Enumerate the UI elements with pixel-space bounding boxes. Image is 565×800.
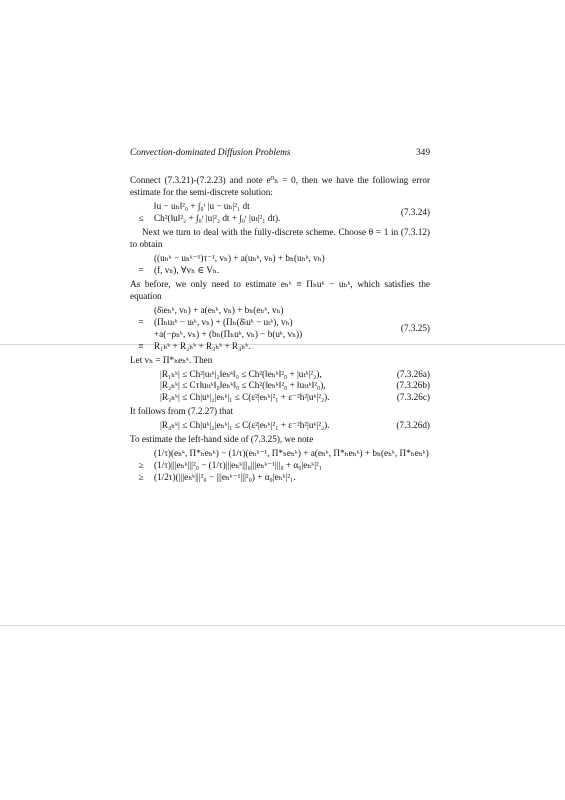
relation-symbol: ≡ <box>138 340 144 351</box>
equation-number: (7.3.26a) <box>396 368 430 379</box>
equation-number: (7.3.25) <box>400 322 430 333</box>
equation-7-3-25 <box>130 305 430 353</box>
relation-symbol: ≥ <box>138 472 144 483</box>
relation-symbol: = <box>138 316 144 327</box>
equation-line: ((uₕᵏ − uₕᵏ⁻¹)τ⁻¹, vₕ) + a(uₕᵏ, vₕ) + bₕ(uₕᵏ, vₕ) <box>154 252 325 263</box>
estimate-row <box>130 420 430 432</box>
equation-line: (1/2τ)(|||eₕᵏ|||²₀ − |||eₕᵏ⁻¹|||²₀) + α₀|eₕᵏ|²₁. <box>154 472 296 483</box>
equation-line: R₁ₕᵏ + R₂ₕᵏ + R₃ₕᵏ + R₄ₕᵏ. <box>154 340 251 351</box>
equation-number: (7.3.26b) <box>396 380 430 391</box>
paragraph-1: Connect (7.3.21)-(7.2.23) and note e⁰ₕ = 0, then we have the following error estimate for the semi-discrete solution: <box>130 175 430 198</box>
equation-line: (1/τ)|||eₕᵏ|||²₀ − (1/τ)|||eₕᵏ|||₀|||eₕᵏ⁻¹|||₀ + α₀|eₕᵏ|²₁ <box>154 460 322 471</box>
estimate-row <box>130 369 430 381</box>
equation-line: (δ̄ₜeₕᵏ, vₕ) + a(eₕᵏ, vₕ) + bₕ(eₕᵏ, vₕ) <box>154 304 284 315</box>
relation-symbol: ≤ <box>138 213 144 224</box>
relation-symbol: = <box>138 264 144 275</box>
equation-7-3-26 <box>130 369 430 405</box>
equation-number: (7.3.26c) <box>396 392 430 403</box>
equation-line: (Πₕuₜᵏ − uₜᵏ, vₕ) + (Πₕ(δ̄ₜuᵏ − uₜᵏ), vₕ) <box>154 316 293 327</box>
paragraph-3: As before, we only need to estimate eₕᵏ ≡ Πₕuᵏ − uₕᵏ, which satisfies the equation <box>130 278 430 301</box>
running-header <box>130 147 430 159</box>
scan-edge-bottom <box>0 625 565 626</box>
equation-line: (1/τ)(eₕᵏ, Π*ₕeₕᵏ) − (1/τ)(eₕᵏ⁻¹, Π*ₕeₕᵏ) + a(eₕᵏ, Π*ₕeₕᵏ) + bₕ(eₕᵏ, Π*ₕeₕᵏ) <box>154 448 429 459</box>
equation-lhs-estimate <box>130 448 430 484</box>
running-title: Convection-dominated Diffusion Problems <box>130 148 291 158</box>
paragraph-4: Let vₕ = Π*ₕeₕᵏ. Then <box>130 354 213 365</box>
estimate-expression: |R₂ₕᵏ| ≤ Cτ‖uₜₜᵏ‖₀‖eₕᵏ‖₀ ≤ Ch²(‖eₕᵏ‖²₀ + ‖uₜₜᵏ‖²₀), <box>160 380 326 391</box>
estimate-expression: |R₁ₕᵏ| ≤ Ch²|uₜᵏ|₂‖eₕᵏ‖₀ ≤ Ch²(‖eₕᵏ‖²₀ + |uₜᵏ|²₂), <box>160 368 322 379</box>
equation-number: (7.3.24) <box>400 207 430 218</box>
book-page <box>130 147 430 486</box>
equation-fully-discrete <box>130 253 430 277</box>
estimate-expression: |R₃ₕᵏ| ≤ Ch|uᵏ|₂|eₕᵏ|₁ ≤ C(ε²|eₕᵏ|²₁ + ε⁻²h²|uᵏ|²₂). <box>160 392 330 403</box>
equation-line: (f, vₕ), ∀vₕ ∈ Vₕ. <box>154 264 220 275</box>
estimate-expression: |R₄ₕᵏ| ≤ Ch|uᵏ|₂|eₕᵏ|₁ ≤ C(ε²|eₕᵏ|²₁ + ε⁻²h²|uᵏ|²₂). <box>160 420 330 431</box>
estimate-row <box>130 392 430 404</box>
relation-symbol: ≥ <box>138 460 144 471</box>
paragraph-5: It follows from (7.2.27) that <box>130 406 234 417</box>
equation-7-3-24 <box>130 201 430 225</box>
page-number: 349 <box>415 148 430 158</box>
equation-line: Ch²(‖u‖²₂ + ∫₀ᵗ |u|²₂ dt + ∫₀ᵗ |uₜ|²₁ dt). <box>154 213 281 224</box>
estimate-row <box>130 380 430 392</box>
paragraph-2: Next we turn to deal with the fully-discrete scheme. Choose θ = 1 in (7.3.12) to obtain <box>130 227 430 249</box>
equation-7-3-26d <box>130 420 430 432</box>
paragraph-6: To estimate the left-hand side of (7.3.25), we note <box>130 434 314 445</box>
equation-number: (7.3.26d) <box>396 420 430 431</box>
equation-line: ‖u − uₕ‖²₀ + ∫₀ᵗ |u − uₕ|²₁ dt <box>154 201 250 212</box>
equation-line: +a(−ρₕᵏ, vₕ) + (bₕ(Πₕuᵏ, vₕ) − b(uᵏ, vₕ)) <box>154 328 303 339</box>
